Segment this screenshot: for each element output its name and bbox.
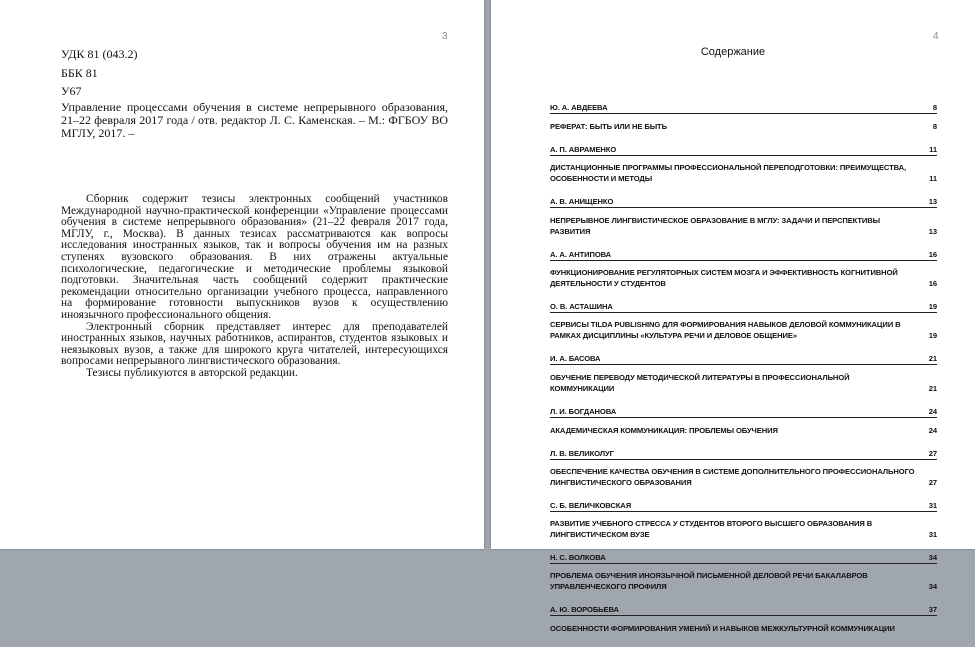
- abstract-paragraph: Сборник содержит тезисы электронных сообщений участников Международной научно-практической конференции «Управление процессами обучения в системе непрерывного образования» (21–22 февраля 2017 года, МГЛУ, г., Москва). В данных тезисах рассматриваются как вопросы исследования иностранных языков, так и вопросы обучения им на разных ступенях вузовского образования. В них отражены актуальные психологические, педагогические и методические проблемы языковой подготовки. Значительная часть сообщений содержит практические рекомендации относительно организации учебного процесса, направленного на формирование готовности выпускников вузов к осуществлению иноязычного профессионального общения.: [61, 193, 448, 321]
- toc-entry[interactable]: [550, 197, 937, 249]
- toc-author: О. В. АСТАШИНА: [550, 302, 613, 311]
- toc-entry[interactable]: [550, 250, 937, 301]
- toc-spacer: [550, 289, 937, 301]
- toc-author-page: 19: [928, 302, 937, 311]
- toc-spacer: [550, 540, 937, 552]
- toc-author: Л. И. БОГДАНОВА: [550, 407, 617, 416]
- toc-paper-title: ОСОБЕННОСТИ ФОРМИРОВАНИЯ УМЕНИЙ И НАВЫКОВ МЕЖКУЛЬТУРНОЙ КОММУНИКАЦИИ: [550, 624, 895, 633]
- toc-paper-page: 8: [932, 122, 937, 131]
- toc-author: А. П. АВРАМЕНКО: [550, 145, 617, 154]
- toc-paper-title: СЕРВИСЫ TILDA PUBLISHING ДЛЯ ФОРМИРОВАНИЯ НАВЫКОВ ДЕЛОВОЙ КОММУНИКАЦИИ В РАМКАХ ДИСЦИПЛИНЫ «КУЛЬТУРА РЕЧИ И ДЕЛОВОЕ ОБЩЕНИЕ»: [550, 320, 901, 340]
- toc-author-page: 21: [928, 354, 937, 363]
- toc-title-line: [550, 121, 937, 132]
- toc-author-line: [550, 302, 937, 313]
- toc-paper-page: 13: [928, 227, 937, 236]
- toc-paper-title: АКАДЕМИЧЕСКАЯ КОММУНИКАЦИЯ: ПРОБЛЕМЫ ОБУЧЕНИЯ: [550, 426, 778, 435]
- bbk-code: ББК 81: [61, 66, 98, 80]
- toc-author-line: [550, 449, 937, 460]
- toc-entry[interactable]: [550, 407, 937, 448]
- toc-author-line: [550, 407, 937, 418]
- toc-spacer: [550, 436, 937, 448]
- toc-author: И. А. БАСОВА: [550, 354, 601, 363]
- toc-title-line: [550, 466, 937, 488]
- page-number: 4: [933, 31, 939, 42]
- toc-title-line: [550, 372, 937, 394]
- toc-paper-page: 21: [928, 384, 937, 393]
- toc-paper-page: 19: [928, 331, 937, 340]
- toc-author-line: [550, 103, 937, 114]
- toc-author: А. Ю. ВОРОБЬЕВА: [550, 605, 619, 614]
- toc-author-page: 27: [928, 449, 937, 458]
- toc-entry[interactable]: [550, 302, 937, 353]
- toc-paper-page: 31: [928, 530, 937, 539]
- toc-spacer: [550, 184, 937, 196]
- toc-title-line: [550, 518, 937, 540]
- toc-spacer: [550, 634, 937, 646]
- toc-author-page: 37: [928, 605, 937, 614]
- toc-title-line: [550, 570, 937, 592]
- toc-spacer: [550, 592, 937, 604]
- toc-title: Содержание: [700, 46, 766, 58]
- toc-entry[interactable]: [550, 103, 937, 144]
- toc-author-line: [550, 145, 937, 156]
- toc-author: А. В. АНИЩЕНКО: [550, 197, 614, 206]
- udk-code: УДК 81 (043.2): [61, 47, 138, 61]
- toc-title-line: [550, 215, 937, 237]
- toc-author-line: [550, 605, 937, 616]
- toc-author-line: [550, 501, 937, 512]
- toc-paper-page: 16: [928, 279, 937, 288]
- toc-paper-title: ПРОБЛЕМА ОБУЧЕНИЯ ИНОЯЗЫЧНОЙ ПИСЬМЕННОЙ ДЕЛОВОЙ РЕЧИ БАКАЛАВРОВ УПРАВЛЕНЧЕСКОГО ПРОФИЛЯ: [550, 571, 868, 591]
- toc-paper-page: 24: [928, 426, 937, 435]
- toc-title-line: [550, 425, 937, 436]
- document-page-right: [491, 0, 975, 633]
- toc-author-page: 31: [928, 501, 937, 510]
- toc-paper-title: ОБУЧЕНИЕ ПЕРЕВОДУ МЕТОДИЧЕСКОЙ ЛИТЕРАТУРЫ В ПРОФЕССИОНАЛЬНОЙ КОММУНИКАЦИИ: [550, 373, 850, 393]
- toc-author-page: 16: [928, 250, 937, 259]
- toc-title-line: [550, 267, 937, 289]
- toc-spacer: [550, 341, 937, 353]
- document-page-left: [0, 0, 484, 549]
- toc-paper-page: 27: [928, 478, 937, 487]
- toc-paper-title: ФУНКЦИОНИРОВАНИЕ РЕГУЛЯТОРНЫХ СИСТЕМ МОЗГА И ЭФФЕКТИВНОСТЬ КОГНИТИВНОЙ ДЕЯТЕЛЬНОСТИ У СТУДЕНТОВ: [550, 268, 898, 288]
- toc-title-line: [550, 319, 937, 341]
- toc-spacer: [550, 132, 937, 144]
- toc-entry[interactable]: [550, 501, 937, 552]
- toc-paper-title: РЕФЕРАТ: БЫТЬ ИЛИ НЕ БЫТЬ: [550, 122, 667, 131]
- toc-entry[interactable]: [550, 145, 937, 196]
- toc-paper-title: ОБЕСПЕЧЕНИЕ КАЧЕСТВА ОБУЧЕНИЯ В СИСТЕМЕ ДОПОЛНИТЕЛЬНОГО ПРОФЕССИОНАЛЬНОГО ЛИНГВИСТИЧЕСКОГО ОБРАЗОВАНИЯ: [550, 467, 915, 487]
- bibliographic-record: Управление процессами обучения в системе непрерывного образования, 21–22 февраля 2017 года / отв. редактор Л. С. Каменская. – М.: ФГБОУ ВО МГЛУ, 2017. –: [61, 100, 448, 140]
- abstract-paragraph: Электронный сборник представляет интерес для преподавателей иностранных языков, научных работников, аспирантов, студентов языковых и неязыковых вузов, а также для широкого круга читателей, интересующихся вопросами непрерывного лингвистического образования.: [61, 320, 448, 368]
- toc-paper-title: НЕПРЕРЫВНОЕ ЛИНГВИСТИЧЕСКОЕ ОБРАЗОВАНИЕ В МГЛУ: ЗАДАЧИ И ПЕРСПЕКТИВЫ РАЗВИТИЯ: [550, 216, 881, 236]
- toc-paper-page: 11: [929, 174, 937, 183]
- toc-author-line: [550, 197, 937, 208]
- toc-author: А. А. АНТИПОВА: [550, 250, 612, 259]
- toc-paper-title: ДИСТАНЦИОННЫЕ ПРОГРАММЫ ПРОФЕССИОНАЛЬНОЙ ПЕРЕПОДГОТОВКИ: ПРЕИМУЩЕСТВА, ОСОБЕННОСТИ И МЕТОДЫ: [550, 163, 907, 183]
- toc-entry[interactable]: [550, 553, 937, 604]
- author-code: У67: [61, 84, 82, 98]
- toc-author-page: 24: [928, 407, 937, 416]
- toc-title-line: [550, 623, 937, 634]
- toc-entry[interactable]: [550, 605, 937, 646]
- toc-spacer: [550, 394, 937, 406]
- toc-author-page: 34: [928, 553, 937, 562]
- toc-author-line: [550, 250, 937, 261]
- toc-author: Н. С. ВОЛКОВА: [550, 553, 606, 562]
- toc-paper-page: 34: [928, 582, 937, 591]
- toc-author-line: [550, 354, 937, 365]
- toc-author-line: [550, 553, 937, 564]
- toc-title-line: [550, 162, 937, 184]
- table-of-contents: [550, 103, 937, 647]
- abstract-paragraph: Тезисы публикуются в авторской редакции.: [86, 366, 298, 379]
- toc-author: Л. В. ВЕЛИКОЛУГ: [550, 449, 614, 458]
- toc-entry[interactable]: [550, 354, 937, 406]
- toc-author-page: 13: [928, 197, 937, 206]
- toc-spacer: [550, 237, 937, 249]
- toc-spacer: [550, 488, 937, 500]
- toc-paper-title: РАЗВИТИЕ УЧЕБНОГО СТРЕССА У СТУДЕНТОВ ВТОРОГО ВЫСШЕГО ОБРАЗОВАНИЯ В ЛИНГВИСТИЧЕСКОМ ВУЗЕ: [550, 519, 873, 539]
- toc-entry[interactable]: [550, 449, 937, 500]
- page-number: 3: [442, 31, 448, 42]
- toc-author: Ю. А. АВДЕЕВА: [550, 103, 608, 112]
- abstract: [61, 194, 448, 380]
- toc-author: С. Б. ВЕЛИЧКОВСКАЯ: [550, 501, 632, 510]
- toc-author-page: 8: [932, 103, 937, 112]
- toc-author-page: 11: [929, 145, 937, 154]
